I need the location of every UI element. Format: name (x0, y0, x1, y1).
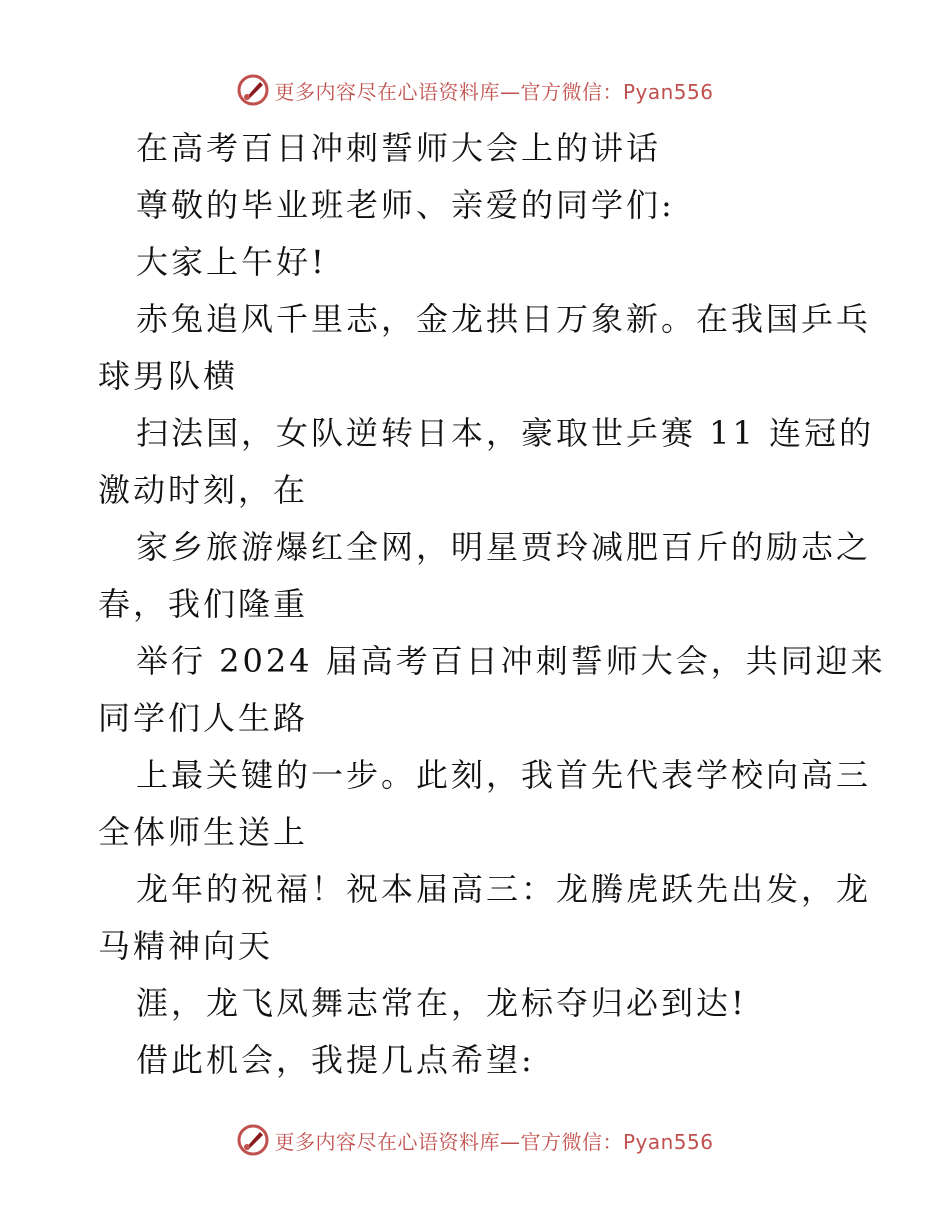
greeting-line: 大家上午好! (136, 243, 327, 281)
text-line: 扫法国，女队逆转日本，豪取世乒赛 11 连冠的 (136, 414, 875, 452)
text-line: 春，我们隆重 (98, 585, 309, 623)
text-line: 球男队横 (98, 357, 239, 395)
title-line: 在高考百日冲刺誓师大会上的讲话 (136, 129, 662, 167)
quill-logo-icon (236, 73, 270, 107)
watermark-text: 更多内容尽在心语资料库—官方微信：Pyan556 (274, 79, 714, 104)
text-line: 举行 2024 届高考百日冲刺誓师大会，共同迎来 (136, 642, 886, 680)
quill-logo-icon (236, 1123, 270, 1157)
text-line: 借此机会，我提几点希望: (136, 1041, 535, 1079)
text-line: 赤兔追风千里志，金龙拱日万象新。在我国乒乓 (136, 300, 872, 338)
text-line: 全体师生送上 (98, 813, 309, 851)
text-line: 龙年的祝福！祝本届高三：龙腾虎跃先出发，龙 (136, 870, 872, 908)
header-watermark (0, 70, 950, 110)
text-line: 涯，龙飞凤舞志常在，龙标夺归必到达! (136, 984, 747, 1022)
text-line: 家乡旅游爆红全网，明星贾玲减肥百斤的励志之 (136, 528, 872, 566)
text-line: 马精神向天 (98, 927, 274, 965)
document-body (98, 120, 886, 1089)
salutation-line: 尊敬的毕业班老师、亲爱的同学们: (136, 186, 675, 224)
text-line: 激动时刻，在 (98, 471, 309, 509)
watermark-text: 更多内容尽在心语资料库—官方微信：Pyan556 (274, 1129, 714, 1154)
text-line: 同学们人生路 (98, 699, 309, 737)
footer-watermark (0, 1120, 950, 1160)
text-line: 上最关键的一步。此刻，我首先代表学校向高三 (136, 756, 872, 794)
